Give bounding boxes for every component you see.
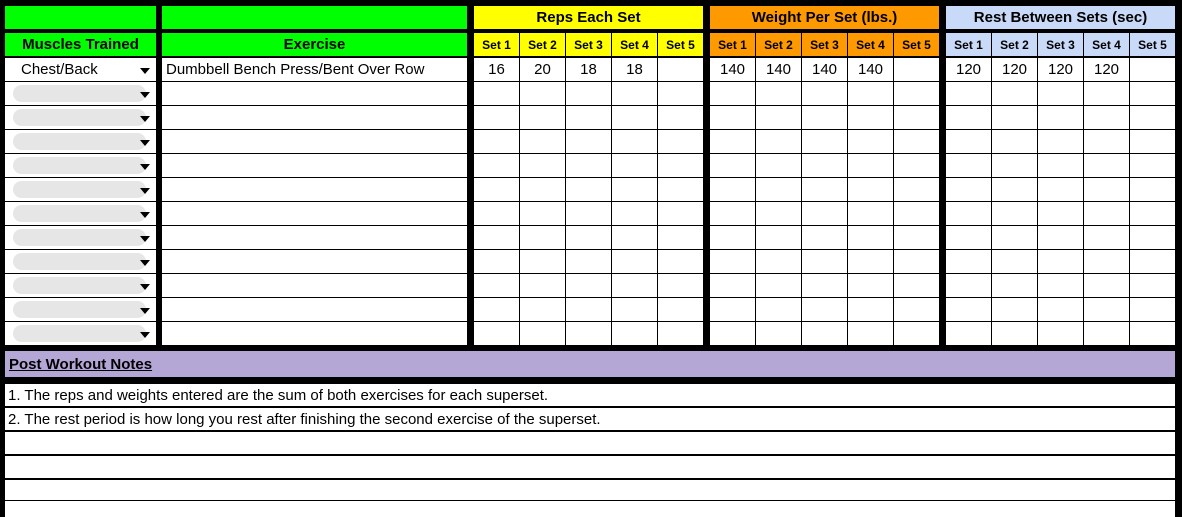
- rest-set-5-cell[interactable]: [1130, 82, 1175, 105]
- weight-set-2-cell[interactable]: [756, 130, 801, 153]
- rest-set-5-cell[interactable]: [1130, 274, 1175, 297]
- muscles-dropdown-value: [13, 325, 146, 342]
- weight-set-5-cell[interactable]: [894, 58, 939, 81]
- weight-set-4-cell[interactable]: [848, 130, 893, 153]
- weight-set-1-cell[interactable]: [710, 226, 755, 249]
- wt-set-3-header: Set 3: [802, 33, 847, 56]
- note-line[interactable]: [5, 480, 1175, 500]
- reps-set-1-cell[interactable]: [474, 274, 519, 297]
- reps-set-1-cell[interactable]: [474, 298, 519, 321]
- weight-set-3-cell[interactable]: [802, 130, 847, 153]
- rest-set-4-cell[interactable]: [1084, 106, 1129, 129]
- reps-set-2-cell[interactable]: [520, 202, 565, 225]
- rest-set-4-cell[interactable]: [1084, 226, 1129, 249]
- weight-set-3-cell[interactable]: [802, 226, 847, 249]
- muscles-dropdown-value: [13, 85, 146, 102]
- weight-set-2-cell[interactable]: 140: [756, 58, 801, 81]
- rest-set-1-cell[interactable]: [946, 106, 991, 129]
- notes-title: Post Workout Notes: [5, 351, 1175, 377]
- reps-set-5-header: Set 5: [658, 33, 703, 56]
- rest-set-1-cell[interactable]: [946, 202, 991, 225]
- rest-set-4-cell[interactable]: [1084, 202, 1129, 225]
- chevron-down-icon[interactable]: [140, 140, 150, 146]
- reps-set-4-cell[interactable]: [612, 250, 657, 273]
- reps-set-3-cell[interactable]: [566, 202, 611, 225]
- weight-set-2-cell[interactable]: [756, 322, 801, 345]
- reps-set-4-cell[interactable]: [612, 298, 657, 321]
- rest-set-2-cell[interactable]: [992, 106, 1037, 129]
- weight-set-5-cell[interactable]: [894, 82, 939, 105]
- reps-set-5-cell[interactable]: [658, 178, 703, 201]
- reps-set-4-cell[interactable]: [612, 154, 657, 177]
- weight-set-3-cell[interactable]: 140: [802, 58, 847, 81]
- weight-set-3-cell[interactable]: [802, 202, 847, 225]
- weight-set-3-cell[interactable]: [802, 82, 847, 105]
- muscles-dropdown[interactable]: [5, 322, 156, 345]
- reps-set-4-cell[interactable]: [612, 322, 657, 345]
- weight-set-1-cell[interactable]: [710, 178, 755, 201]
- chevron-down-icon[interactable]: [140, 116, 150, 122]
- reps-set-3-cell[interactable]: [566, 130, 611, 153]
- weight-set-3-cell[interactable]: [802, 274, 847, 297]
- muscles-dropdown[interactable]: [5, 298, 156, 321]
- exercise-cell[interactable]: [162, 82, 467, 105]
- weight-set-2-cell[interactable]: [756, 154, 801, 177]
- reps-set-3-cell[interactable]: [566, 82, 611, 105]
- muscles-dropdown[interactable]: [5, 178, 156, 201]
- wt-set-2-header: Set 2: [756, 33, 801, 56]
- weight-set-2-cell[interactable]: [756, 82, 801, 105]
- note-line[interactable]: 2. The rest period is how long you rest after finishing the second exercise of the superset.: [5, 408, 1175, 430]
- reps-set-4-cell[interactable]: [612, 274, 657, 297]
- weight-set-2-cell[interactable]: [756, 202, 801, 225]
- reps-header: Reps Each Set: [474, 6, 703, 29]
- weight-set-4-cell[interactable]: 140: [848, 58, 893, 81]
- rest-set-3-cell[interactable]: [1038, 322, 1083, 345]
- rest-set-1-cell[interactable]: [946, 250, 991, 273]
- rest-set-5-cell[interactable]: [1130, 322, 1175, 345]
- reps-set-4-cell[interactable]: [612, 106, 657, 129]
- rest-set-1-cell[interactable]: [946, 178, 991, 201]
- rest-set-4-cell[interactable]: [1084, 178, 1129, 201]
- muscles-dropdown-value: [13, 229, 146, 246]
- muscles-dropdown-value: [13, 253, 146, 270]
- weight-set-4-cell[interactable]: [848, 274, 893, 297]
- weight-set-1-cell[interactable]: [710, 82, 755, 105]
- wt-set-4-header: Set 4: [848, 33, 893, 56]
- reps-set-3-cell[interactable]: [566, 178, 611, 201]
- rest-set-4-cell[interactable]: 120: [1084, 58, 1129, 81]
- reps-set-1-cell[interactable]: [474, 322, 519, 345]
- reps-set-4-header: Set 4: [612, 33, 657, 56]
- rest-set-3-cell[interactable]: [1038, 298, 1083, 321]
- exercise-cell[interactable]: [162, 154, 467, 177]
- weight-set-4-cell[interactable]: [848, 250, 893, 273]
- rest-set-4-cell[interactable]: [1084, 274, 1129, 297]
- rest-set-1-cell[interactable]: [946, 154, 991, 177]
- exercise-cell[interactable]: [162, 322, 467, 345]
- rest-set-2-cell[interactable]: [992, 202, 1037, 225]
- reps-set-2-cell[interactable]: [520, 130, 565, 153]
- chevron-down-icon[interactable]: [140, 308, 150, 314]
- rest-set-2-cell[interactable]: [992, 226, 1037, 249]
- rest-set-5-cell[interactable]: [1130, 202, 1175, 225]
- reps-set-3-cell[interactable]: [566, 226, 611, 249]
- rest-set-1-cell[interactable]: 120: [946, 58, 991, 81]
- weight-set-2-cell[interactable]: [756, 178, 801, 201]
- rest-set-2-cell[interactable]: [992, 250, 1037, 273]
- rest-set-3-cell[interactable]: [1038, 130, 1083, 153]
- weight-set-4-cell[interactable]: [848, 322, 893, 345]
- note-line-blank[interactable]: [5, 501, 1175, 517]
- rest-set-5-cell[interactable]: [1130, 130, 1175, 153]
- reps-set-3-header: Set 3: [566, 33, 611, 56]
- rest-set-5-cell[interactable]: [1130, 58, 1175, 81]
- exercise-cell[interactable]: [162, 274, 467, 297]
- muscles-trained-header: Muscles Trained: [5, 33, 156, 56]
- rest-set-5-cell[interactable]: [1130, 178, 1175, 201]
- weight-set-2-cell[interactable]: [756, 298, 801, 321]
- exercise-cell[interactable]: [162, 298, 467, 321]
- rest-set-5-cell[interactable]: [1130, 226, 1175, 249]
- muscles-dropdown-value: [13, 157, 146, 174]
- exercise-cell[interactable]: [162, 202, 467, 225]
- rest-set-3-cell[interactable]: [1038, 250, 1083, 273]
- reps-set-5-cell[interactable]: [658, 82, 703, 105]
- weight-set-1-cell[interactable]: 140: [710, 58, 755, 81]
- muscles-dropdown-value: [13, 181, 146, 198]
- rest-set-4-cell[interactable]: [1084, 154, 1129, 177]
- muscles-dropdown-value: [13, 301, 146, 318]
- chevron-down-icon[interactable]: [140, 332, 150, 338]
- rest-set-5-cell[interactable]: [1130, 298, 1175, 321]
- rest-set-1-cell[interactable]: [946, 226, 991, 249]
- reps-set-2-cell[interactable]: [520, 274, 565, 297]
- rest-set-4-cell[interactable]: [1084, 130, 1129, 153]
- rest-set-3-cell[interactable]: [1038, 178, 1083, 201]
- weight-set-3-cell[interactable]: [802, 322, 847, 345]
- rest-set-2-header: Set 2: [992, 33, 1037, 56]
- rest-set-3-header: Set 3: [1038, 33, 1083, 56]
- weight-set-3-cell[interactable]: [802, 154, 847, 177]
- reps-set-4-cell[interactable]: [612, 226, 657, 249]
- exercise-cell[interactable]: Dumbbell Bench Press/Bent Over Row: [162, 58, 467, 81]
- weight-set-3-cell[interactable]: [802, 106, 847, 129]
- exercise-cell[interactable]: [162, 226, 467, 249]
- muscles-dropdown[interactable]: [5, 58, 156, 81]
- chevron-down-icon[interactable]: [140, 212, 150, 218]
- exercise-group-header: [162, 6, 467, 29]
- weight-set-2-cell[interactable]: [756, 274, 801, 297]
- reps-set-5-cell[interactable]: [658, 130, 703, 153]
- weight-set-4-cell[interactable]: [848, 202, 893, 225]
- muscles-group-header: [5, 6, 156, 29]
- rest-set-5-cell[interactable]: [1130, 106, 1175, 129]
- exercise-cell[interactable]: [162, 106, 467, 129]
- weight-set-4-cell[interactable]: [848, 106, 893, 129]
- weight-set-1-cell[interactable]: [710, 322, 755, 345]
- reps-set-4-cell[interactable]: [612, 82, 657, 105]
- chevron-down-icon[interactable]: [140, 236, 150, 242]
- reps-set-1-cell[interactable]: [474, 250, 519, 273]
- exercise-cell[interactable]: [162, 130, 467, 153]
- reps-set-4-cell[interactable]: [612, 202, 657, 225]
- muscles-dropdown[interactable]: [5, 82, 156, 105]
- rest-set-1-header: Set 1: [946, 33, 991, 56]
- reps-set-3-cell[interactable]: [566, 154, 611, 177]
- weight-set-5-cell[interactable]: [894, 250, 939, 273]
- rest-set-4-header: Set 4: [1084, 33, 1129, 56]
- rest-set-1-cell[interactable]: [946, 298, 991, 321]
- weight-set-1-cell[interactable]: [710, 154, 755, 177]
- rest-set-4-cell[interactable]: [1084, 322, 1129, 345]
- reps-set-1-cell[interactable]: [474, 226, 519, 249]
- weight-set-2-cell[interactable]: [756, 250, 801, 273]
- reps-set-1-cell[interactable]: [474, 154, 519, 177]
- weight-set-1-cell[interactable]: [710, 130, 755, 153]
- weight-set-5-cell[interactable]: [894, 106, 939, 129]
- rest-set-1-cell[interactable]: [946, 322, 991, 345]
- weight-set-5-cell[interactable]: [894, 322, 939, 345]
- reps-set-2-cell[interactable]: [520, 298, 565, 321]
- rest-set-2-cell[interactable]: 120: [992, 58, 1037, 81]
- reps-set-2-cell[interactable]: [520, 226, 565, 249]
- chevron-down-icon[interactable]: [140, 164, 150, 170]
- chevron-down-icon[interactable]: [140, 92, 150, 98]
- weight-set-3-cell[interactable]: [802, 250, 847, 273]
- reps-set-2-cell[interactable]: [520, 250, 565, 273]
- weight-set-4-cell[interactable]: [848, 178, 893, 201]
- chevron-down-icon[interactable]: [140, 68, 150, 74]
- muscles-dropdown-value: [13, 277, 146, 294]
- reps-set-5-cell[interactable]: [658, 250, 703, 273]
- reps-set-5-cell[interactable]: [658, 202, 703, 225]
- weight-set-1-cell[interactable]: [710, 274, 755, 297]
- exercise-header: Exercise: [162, 33, 467, 56]
- reps-set-1-cell[interactable]: [474, 130, 519, 153]
- note-line[interactable]: [5, 456, 1175, 478]
- reps-set-2-cell[interactable]: [520, 154, 565, 177]
- reps-set-3-cell[interactable]: [566, 322, 611, 345]
- reps-set-2-cell[interactable]: [520, 106, 565, 129]
- reps-set-5-cell[interactable]: [658, 298, 703, 321]
- rest-set-3-cell[interactable]: [1038, 202, 1083, 225]
- chevron-down-icon[interactable]: [140, 260, 150, 266]
- weight-set-5-cell[interactable]: [894, 226, 939, 249]
- rest-set-1-cell[interactable]: [946, 274, 991, 297]
- weight-set-4-cell[interactable]: [848, 226, 893, 249]
- reps-set-1-cell[interactable]: [474, 202, 519, 225]
- chevron-down-icon[interactable]: [140, 284, 150, 290]
- reps-set-2-cell[interactable]: [520, 322, 565, 345]
- muscles-dropdown[interactable]: [5, 202, 156, 225]
- exercise-cell[interactable]: [162, 178, 467, 201]
- rest-set-5-cell[interactable]: [1130, 250, 1175, 273]
- rest-set-2-cell[interactable]: [992, 178, 1037, 201]
- reps-set-1-cell[interactable]: [474, 178, 519, 201]
- reps-set-3-cell[interactable]: 18: [566, 58, 611, 81]
- muscles-dropdown[interactable]: [5, 226, 156, 249]
- rest-set-2-cell[interactable]: [992, 82, 1037, 105]
- reps-set-5-cell[interactable]: [658, 274, 703, 297]
- reps-set-3-cell[interactable]: [566, 298, 611, 321]
- weight-set-1-cell[interactable]: [710, 106, 755, 129]
- rest-set-3-cell[interactable]: [1038, 274, 1083, 297]
- muscles-dropdown[interactable]: [5, 106, 156, 129]
- weight-set-5-cell[interactable]: [894, 130, 939, 153]
- muscles-dropdown[interactable]: [5, 154, 156, 177]
- rest-set-4-cell[interactable]: [1084, 298, 1129, 321]
- weight-set-3-cell[interactable]: [802, 178, 847, 201]
- rest-set-1-cell[interactable]: [946, 130, 991, 153]
- rest-set-2-cell[interactable]: [992, 154, 1037, 177]
- rest-set-3-cell[interactable]: [1038, 106, 1083, 129]
- rest-set-3-cell[interactable]: [1038, 82, 1083, 105]
- reps-set-3-cell[interactable]: [566, 250, 611, 273]
- weight-set-5-cell[interactable]: [894, 202, 939, 225]
- reps-set-1-cell[interactable]: [474, 82, 519, 105]
- wt-set-5-header: Set 5: [894, 33, 939, 56]
- rest-set-3-cell[interactable]: 120: [1038, 58, 1083, 81]
- reps-set-3-cell[interactable]: [566, 274, 611, 297]
- weight-set-3-cell[interactable]: [802, 298, 847, 321]
- rest-header: Rest Between Sets (sec): [946, 6, 1175, 29]
- reps-set-5-cell[interactable]: [658, 154, 703, 177]
- rest-set-3-cell[interactable]: [1038, 226, 1083, 249]
- reps-set-1-header: Set 1: [474, 33, 519, 56]
- exercise-cell[interactable]: [162, 250, 467, 273]
- note-line[interactable]: [5, 432, 1175, 454]
- note-line[interactable]: 1. The reps and weights entered are the sum of both exercises for each superset.: [5, 384, 1175, 406]
- reps-set-1-cell[interactable]: 16: [474, 58, 519, 81]
- rest-set-2-cell[interactable]: [992, 274, 1037, 297]
- weight-set-5-cell[interactable]: [894, 178, 939, 201]
- rest-set-2-cell[interactable]: [992, 322, 1037, 345]
- reps-set-2-cell[interactable]: [520, 82, 565, 105]
- muscles-dropdown-value: [13, 133, 146, 150]
- weight-set-2-cell[interactable]: [756, 106, 801, 129]
- weight-set-2-cell[interactable]: [756, 226, 801, 249]
- reps-set-5-cell[interactable]: [658, 106, 703, 129]
- rest-set-2-cell[interactable]: [992, 130, 1037, 153]
- muscles-dropdown-value: [13, 205, 146, 222]
- weight-set-5-cell[interactable]: [894, 298, 939, 321]
- rest-set-5-cell[interactable]: [1130, 154, 1175, 177]
- rest-set-4-cell[interactable]: [1084, 82, 1129, 105]
- reps-set-1-cell[interactable]: [474, 106, 519, 129]
- reps-set-4-cell[interactable]: 18: [612, 58, 657, 81]
- reps-set-5-cell[interactable]: [658, 322, 703, 345]
- weight-set-4-cell[interactable]: [848, 154, 893, 177]
- reps-set-3-cell[interactable]: [566, 106, 611, 129]
- reps-set-2-header: Set 2: [520, 33, 565, 56]
- weight-set-1-cell[interactable]: [710, 202, 755, 225]
- muscles-dropdown-value: [13, 109, 146, 126]
- reps-set-4-cell[interactable]: [612, 178, 657, 201]
- reps-set-4-cell[interactable]: [612, 130, 657, 153]
- weight-header: Weight Per Set (lbs.): [710, 6, 939, 29]
- rest-set-5-header: Set 5: [1130, 33, 1175, 56]
- weight-set-4-cell[interactable]: [848, 82, 893, 105]
- muscles-dropdown[interactable]: [5, 250, 156, 273]
- weight-set-1-cell[interactable]: [710, 298, 755, 321]
- chevron-down-icon[interactable]: [140, 188, 150, 194]
- weight-set-4-cell[interactable]: [848, 298, 893, 321]
- reps-set-2-cell[interactable]: [520, 178, 565, 201]
- muscles-dropdown-value: Chest/Back: [13, 61, 146, 78]
- rest-set-1-cell[interactable]: [946, 82, 991, 105]
- weight-set-1-cell[interactable]: [710, 250, 755, 273]
- reps-set-5-cell[interactable]: [658, 58, 703, 81]
- reps-set-5-cell[interactable]: [658, 226, 703, 249]
- weight-set-5-cell[interactable]: [894, 274, 939, 297]
- rest-set-2-cell[interactable]: [992, 298, 1037, 321]
- muscles-dropdown[interactable]: [5, 274, 156, 297]
- wt-set-1-header: Set 1: [710, 33, 755, 56]
- rest-set-4-cell[interactable]: [1084, 250, 1129, 273]
- reps-set-2-cell[interactable]: 20: [520, 58, 565, 81]
- weight-set-5-cell[interactable]: [894, 154, 939, 177]
- rest-set-3-cell[interactable]: [1038, 154, 1083, 177]
- muscles-dropdown[interactable]: [5, 130, 156, 153]
